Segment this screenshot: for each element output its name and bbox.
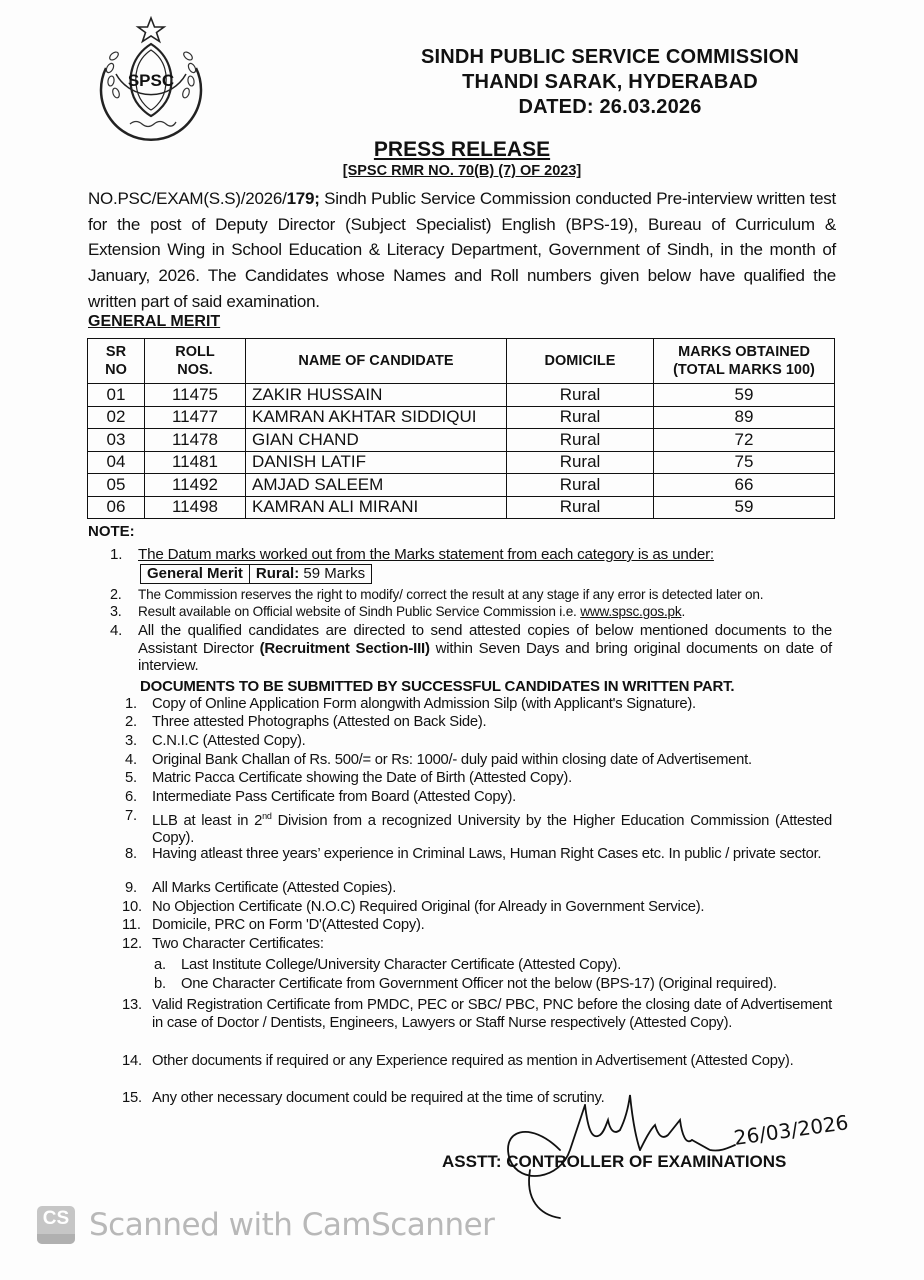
- cell-sr: 04: [88, 451, 145, 474]
- cell-roll: 11475: [145, 384, 246, 407]
- cell-domicile: Rural: [507, 451, 654, 474]
- cell-marks: 72: [654, 429, 835, 452]
- cell-roll: 11492: [145, 474, 246, 497]
- cell-name: KAMRAN AKHTAR SIDDIQUI: [246, 406, 507, 429]
- doc-item-10: 10. No Objection Certificate (N.O.C) Required Original (for Already in Government Service).: [122, 899, 705, 915]
- doc-item-12: 12. Two Character Certificates:: [122, 936, 324, 952]
- cell-domicile: Rural: [507, 496, 654, 519]
- org-address: THANDI SARAK, HYDERABAD: [462, 71, 758, 93]
- doc-item-12b: b. One Character Certificate from Government Officer not the below (BPS-17) (Original required).: [154, 976, 777, 992]
- table-row: [88, 384, 835, 407]
- cell-sr: 03: [88, 429, 145, 452]
- doc-item-14: 14. Other documents if required or any Experience required as mention in Advertisement (Attested Copy).: [122, 1053, 794, 1069]
- doc-item-2: 2. Three attested Photographs (Attested on Back Side).: [125, 714, 487, 730]
- col-roll: ROLL NOS.: [145, 339, 246, 384]
- table-row: [88, 406, 835, 429]
- doc-item-6: 6. Intermediate Pass Certificate from Board (Attested Copy).: [125, 789, 517, 805]
- doc-item-15: 15. Any other necessary document could be required at the time of scrutiny.: [122, 1090, 605, 1106]
- document-date: DATED: 26.03.2026: [518, 96, 702, 118]
- signatory-title: ASSTT: CONTROLLER OF EXAMINATIONS: [442, 1152, 787, 1171]
- doc-item-7: 7. LLB at least in 2nd Division from a recognized University by the Higher Education Commission (Attested Copy).: [125, 808, 832, 847]
- cell-domicile: Rural: [507, 384, 654, 407]
- note-item-2: 2. The Commission reserves the right to modify/ correct the result at any stage if any error is detected later on.: [110, 587, 764, 603]
- cell-name: GIAN CHAND: [246, 429, 507, 452]
- cell-sr: 06: [88, 496, 145, 519]
- press-release-ref: [SPSC RMR NO. 70(B) (7) OF 2023]: [342, 163, 582, 179]
- cell-sr: 05: [88, 474, 145, 497]
- cell-domicile: Rural: [507, 429, 654, 452]
- org-name: SINDH PUBLIC SERVICE COMMISSION: [420, 46, 800, 68]
- cell-roll: 11498: [145, 496, 246, 519]
- camscanner-text: Scanned with CamScanner: [89, 1207, 495, 1243]
- intro-paragraph: [88, 186, 836, 315]
- documents-heading: DOCUMENTS TO BE SUBMITTED BY SUCCESSFUL CANDIDATES IN WRITTEN PART.: [140, 678, 735, 695]
- svg-text:SPSC: SPSC: [127, 71, 175, 90]
- table-row: [88, 451, 835, 474]
- doc-item-12a: a. Last Institute College/University Character Certificate (Attested Copy).: [154, 957, 622, 973]
- cell-name: KAMRAN ALI MIRANI: [246, 496, 507, 519]
- cell-roll: 11481: [145, 451, 246, 474]
- col-name: NAME OF CANDIDATE: [246, 339, 507, 384]
- cell-name: AMJAD SALEEM: [246, 474, 507, 497]
- cell-marks: 59: [654, 384, 835, 407]
- intro-body: Sindh Public Service Commission conducted Pre-interview written test for the post of Deputy Director (Subject Specialist) English (BPS-19), Bureau of Curriculum & Extension Wing in School Education & Literacy Department, Government of Sindh, in the month of January, 2026. The Candidates whose Names and Roll numbers given below have qualified the written part of said examination.: [88, 189, 836, 311]
- cell-marks: 59: [654, 496, 835, 519]
- cell-marks: 89: [654, 406, 835, 429]
- datum-value: Rural: 59 Marks: [255, 565, 366, 582]
- col-marks: MARKS OBTAINED (TOTAL MARKS 100): [654, 339, 835, 384]
- cell-sr: 02: [88, 406, 145, 429]
- cell-sr: 01: [88, 384, 145, 407]
- datum-category: General Merit: [141, 565, 250, 583]
- camscanner-icon: CS: [37, 1206, 75, 1244]
- table-row: [88, 496, 835, 519]
- ref-prefix: NO.PSC/EXAM(S.S)/2026/: [88, 189, 287, 208]
- doc-item-13: 13. Valid Registration Certificate from PMDC, PEC or SBC/ PBC, PNC before the closing date of Advertisement in case of Doctor / Dentists, Engineers, Lawyers or Staff Nurse respectively (Attested Copy).: [122, 997, 832, 1031]
- press-release-heading: [0, 138, 924, 179]
- datum-box: [140, 564, 372, 584]
- note-item-1: 1. The Datum marks worked out from the Marks statement from each category is as under:: [110, 546, 714, 563]
- doc-item-8: 8. Having atleast three years’ experience in Criminal Laws, Human Right Cases etc. In public / private sector.: [125, 846, 822, 862]
- cell-marks: 75: [654, 451, 835, 474]
- camscanner-watermark: [37, 1206, 494, 1244]
- spsc-website-link[interactable]: www.spsc.gos.pk: [580, 604, 682, 619]
- doc-item-4: 4. Original Bank Challan of Rs. 500/= or Rs: 1000/- duly paid within closing date of Advertisement.: [125, 752, 752, 768]
- table-header-row: [88, 339, 835, 384]
- cell-name: DANISH LATIF: [246, 451, 507, 474]
- doc-item-3: 3. C.N.I.C (Attested Copy).: [125, 733, 306, 749]
- table-row: [88, 429, 835, 452]
- results-table: [87, 338, 835, 519]
- cell-marks: 66: [654, 474, 835, 497]
- table-row: [88, 474, 835, 497]
- general-merit-label: GENERAL MERIT: [88, 313, 221, 330]
- spsc-logo-icon: [92, 16, 210, 144]
- press-release-title: PRESS RELEASE: [373, 138, 551, 161]
- doc-item-11: 11. Domicile, PRC on Form 'D'(Attested Copy).: [122, 917, 425, 933]
- doc-item-1: 1. Copy of Online Application Form alongwith Admission Silp (with Applicant's Signature).: [125, 696, 696, 712]
- col-domicile: DOMICILE: [507, 339, 654, 384]
- svg-text:26/03/2026: 26/03/2026: [732, 1110, 850, 1150]
- doc-item-5: 5. Matric Pacca Certificate showing the Date of Birth (Attested Copy).: [125, 770, 572, 786]
- cell-roll: 11477: [145, 406, 246, 429]
- cell-domicile: Rural: [507, 474, 654, 497]
- note-item-3: 3. Result available on Official website of Sindh Public Service Commission i.e. www.spsc.gos.pk.: [110, 604, 686, 620]
- doc-item-9: 9. All Marks Certificate (Attested Copies).: [125, 880, 397, 896]
- cell-name: ZAKIR HUSSAIN: [246, 384, 507, 407]
- ref-number: 179;: [286, 189, 320, 208]
- note-item-4: 4. All the qualified candidates are directed to send attested copies of below mentioned documents to the Assistant Director (Recruitment Section-III) within Seven Days and bring original documents on date of interview.: [110, 622, 832, 674]
- cell-domicile: Rural: [507, 406, 654, 429]
- note-label: NOTE:: [88, 523, 135, 540]
- col-sr: SR NO: [88, 339, 145, 384]
- cell-roll: 11478: [145, 429, 246, 452]
